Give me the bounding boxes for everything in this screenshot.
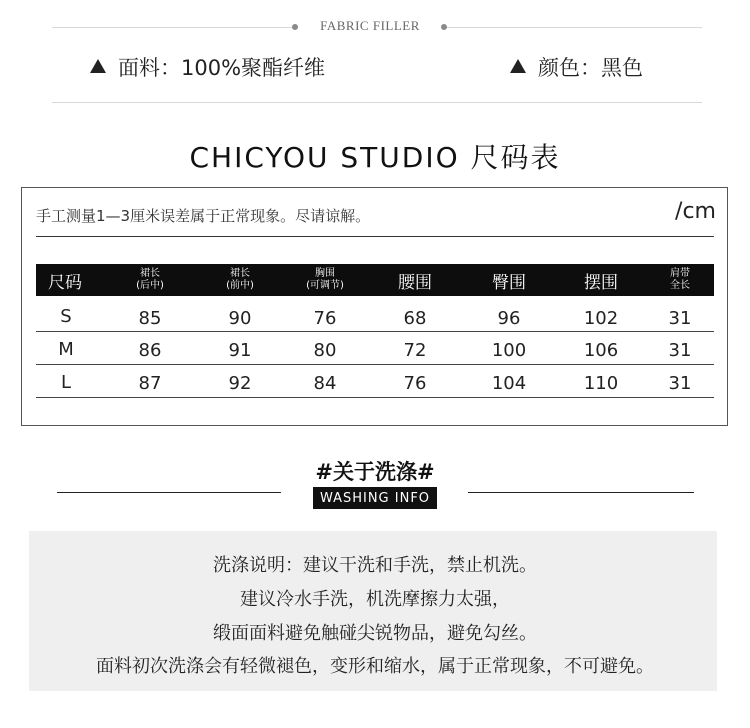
cell-value: 31 — [668, 373, 692, 394]
fabric-spec-text: 面料：100%聚酯纤维 — [118, 56, 326, 80]
washing-badge: WASHING INFO — [313, 487, 437, 509]
cell-value: 91 — [228, 340, 252, 361]
washing-line: 建议冷水手洗，机洗摩擦力太强， — [240, 589, 510, 610]
row-divider — [36, 331, 714, 332]
header-size: 尺码 — [48, 272, 82, 293]
cell-value: 76 — [313, 308, 337, 329]
cell-value: 106 — [583, 340, 619, 361]
cell-value: 31 — [668, 308, 692, 329]
cell-value: 85 — [138, 308, 162, 329]
cell-value: 104 — [491, 373, 527, 394]
cell-value: 110 — [583, 373, 619, 394]
note-divider — [36, 236, 714, 237]
cell-size: S — [60, 306, 72, 327]
header-divider-left — [52, 27, 296, 28]
color-spec — [510, 52, 643, 82]
header-hip: 臀围 — [492, 272, 526, 293]
fabric-spec — [90, 52, 325, 82]
header-divider-right — [447, 27, 702, 28]
washing-divider-left — [57, 492, 281, 493]
cell-value: 72 — [403, 340, 427, 361]
header-length-front: 裙长 (前中) — [226, 268, 254, 291]
row-divider — [36, 364, 714, 365]
cell-value: 92 — [228, 373, 252, 394]
size-chart-title: CHICYOU STUDIO 尺码表 — [189, 141, 561, 174]
washing-title: #关于洗涤# — [315, 460, 435, 484]
cell-value: 76 — [403, 373, 427, 394]
row-divider — [36, 397, 714, 398]
washing-line: 面料初次洗涤会有轻微褪色，变形和缩水，属于正常现象，不可避免。 — [96, 656, 654, 677]
header-waist: 腰围 — [398, 272, 432, 293]
cell-value: 90 — [228, 308, 252, 329]
washing-line: 洗涤说明：建议干洗和手洗，禁止机洗。 — [213, 555, 537, 576]
header-length-back: 裙长 (后中) — [136, 268, 164, 291]
cell-value: 102 — [583, 308, 619, 329]
section-divider — [52, 102, 702, 103]
cell-size: L — [60, 372, 72, 393]
washing-divider-right — [468, 492, 694, 493]
cell-value: 100 — [491, 340, 527, 361]
header-dot-left — [292, 24, 298, 30]
cell-value: 68 — [403, 308, 427, 329]
cell-value: 31 — [668, 340, 692, 361]
cell-size: M — [58, 339, 74, 360]
cell-value: 80 — [313, 340, 337, 361]
size-table-header — [36, 264, 714, 296]
fabric-filler-title: FABRIC FILLER — [320, 18, 420, 33]
cell-value: 84 — [313, 373, 337, 394]
washing-line: 缎面面料避免触碰尖锐物品，避免勾丝。 — [213, 623, 537, 644]
triangle-icon — [510, 59, 526, 73]
header-strap: 肩带 全长 — [670, 268, 690, 291]
header-bust: 胸围 (可调节) — [306, 268, 344, 291]
measurement-note: 手工测量1—3厘米误差属于正常现象。尽请谅解。 — [36, 207, 371, 225]
cell-value: 86 — [138, 340, 162, 361]
unit-label: /cm — [675, 199, 716, 224]
color-spec-text: 颜色：黑色 — [538, 56, 643, 80]
header-hem: 摆围 — [584, 272, 618, 293]
cell-value: 96 — [497, 308, 521, 329]
triangle-icon — [90, 59, 106, 73]
cell-value: 87 — [138, 373, 162, 394]
